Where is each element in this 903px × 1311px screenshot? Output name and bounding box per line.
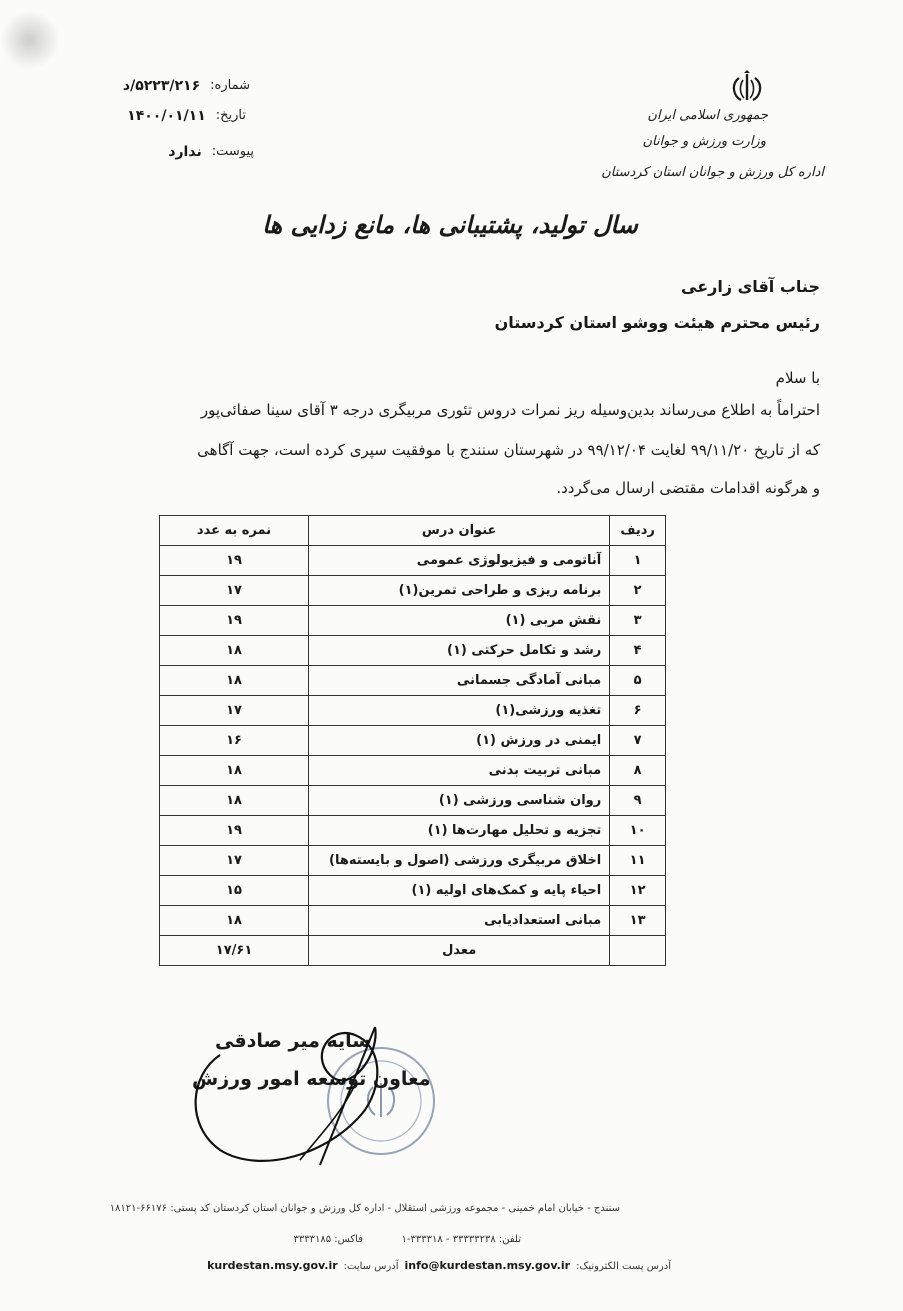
letter-attachment-row [168, 144, 254, 160]
letter-attachment-value: ندارد [168, 144, 202, 160]
table-row [160, 846, 666, 876]
table-row [160, 576, 666, 606]
row-index: ۲ [610, 576, 666, 606]
letter-body-line-2: که از تاریخ ۹۹/۱۱/۲۰ لغایت ۹۹/۱۲/۰۴ در شهرستان سنندج با موفقیت سپری کرده است، جهت آگاهی [197, 441, 820, 459]
table-row [160, 606, 666, 636]
row-grade: ۱۵ [160, 876, 309, 906]
table-row [160, 786, 666, 816]
table-row [160, 906, 666, 936]
table-row [160, 876, 666, 906]
header-index: ردیف [610, 516, 666, 546]
letter-number-label: شماره: [210, 78, 250, 93]
row-index: ۹ [610, 786, 666, 816]
average-index-cell [610, 936, 666, 966]
addressee-title: رئیس محترم هیئت ووشو استان کردستان [494, 313, 820, 332]
row-index: ۷ [610, 726, 666, 756]
scan-smudge [0, 10, 60, 70]
row-title: آناتومی و فیزیولوژی عمومی [309, 546, 610, 576]
row-index: ۱۱ [610, 846, 666, 876]
row-index: ۳ [610, 606, 666, 636]
table-row [160, 816, 666, 846]
letter-body-line-1: احتراماً به اطلاع می‌رساند بدین‌وسیله ریز نمرات دروس تئوری مربیگری درجه ۳ آقای سینا صفائی‌پور [200, 401, 820, 419]
table-row [160, 756, 666, 786]
letter-attachment-label: پیوست: [211, 144, 254, 159]
letter-date-value: ۱۴۰۰/۰۱/۱۱ [127, 108, 206, 124]
row-title: احیاء پایه و کمک‌های اولیه (۱) [309, 876, 610, 906]
footer-address: سنندج - خیابان امام خمینی - مجموعه ورزشی استقلال - اداره کل ورزش و جوانان استان کردستان کد پستی: ۶۶۱۷۶-۱۸۱۲۱ [109, 1203, 620, 1214]
row-title: مبانی استعدادیابی [309, 906, 610, 936]
row-grade: ۱۷ [160, 846, 309, 876]
letter-body-line-3: و هرگونه اقدامات مقتضی ارسال می‌گردد. [556, 479, 820, 497]
footer-fax: فاکس: ۳۳۳۳۱۸۵ [293, 1234, 363, 1245]
average-label: معدل [309, 936, 610, 966]
row-index: ۶ [610, 696, 666, 726]
row-title: برنامه ریزی و طراحی تمرین(۱) [309, 576, 610, 606]
letter-date-row [127, 108, 246, 124]
year-motto: سال تولید، پشتیبانی ها، مانع زدایی ها [262, 210, 638, 239]
table-row [160, 636, 666, 666]
signatory-name: سایه میر صادقی [215, 1030, 371, 1052]
row-title: رشد و تکامل حرکتی (۱) [309, 636, 610, 666]
table-header-row [160, 516, 666, 546]
table-row [160, 666, 666, 696]
row-title: تجزیه و تحلیل مهارت‌ها (۱) [309, 816, 610, 846]
row-index: ۱۲ [610, 876, 666, 906]
table-row [160, 546, 666, 576]
department-name: اداره کل ورزش و جوانان استان کردستان [601, 165, 824, 180]
row-title: تغذیه ورزشی(۱) [309, 696, 610, 726]
grades-table [159, 515, 666, 966]
handwritten-signature-icon [180, 1015, 420, 1175]
row-grade: ۱۸ [160, 666, 309, 696]
footer-phone: تلفن: ۳۳۳۳۳۲۳۸ - ۳۳۳۳۱۸-۱ [401, 1234, 521, 1245]
ministry-name: وزارت ورزش و جوانان [642, 134, 766, 149]
row-index: ۱۰ [610, 816, 666, 846]
table-row [160, 726, 666, 756]
footer-site[interactable]: kurdestan.msy.gov.ir [207, 1259, 338, 1272]
row-title: مبانی آمادگی جسمانی [309, 666, 610, 696]
row-grade: ۱۹ [160, 816, 309, 846]
row-grade: ۱۸ [160, 756, 309, 786]
row-index: ۱ [610, 546, 666, 576]
row-title: اخلاق مربیگری ورزشی (اصول و بایسته‌ها) [309, 846, 610, 876]
addressee-name: جناب آقای زارعی [681, 277, 820, 296]
header-grade: نمره به عدد [160, 516, 309, 546]
row-grade: ۱۸ [160, 906, 309, 936]
footer-email-label: آدرس پست الکترونیک: [576, 1261, 671, 1272]
row-grade: ۱۸ [160, 636, 309, 666]
footer-email[interactable]: info@kurdestan.msy.gov.ir [404, 1259, 571, 1272]
letter-date-label: تاریخ: [215, 108, 246, 123]
average-row [160, 936, 666, 966]
row-grade: ۱۶ [160, 726, 309, 756]
iran-emblem-icon [725, 70, 769, 106]
footer-contact [207, 1259, 671, 1272]
row-index: ۴ [610, 636, 666, 666]
row-title: نقش مربی (۱) [309, 606, 610, 636]
row-title: روان شناسی ورزشی (۱) [309, 786, 610, 816]
footer-site-label: آدرس سایت: [343, 1261, 399, 1272]
row-title: ایمنی در ورزش (۱) [309, 726, 610, 756]
row-index: ۱۳ [610, 906, 666, 936]
row-grade: ۱۹ [160, 546, 309, 576]
row-grade: ۱۹ [160, 606, 309, 636]
row-index: ۵ [610, 666, 666, 696]
row-index: ۸ [610, 756, 666, 786]
letter-greeting: با سلام [775, 369, 820, 387]
table-row [160, 696, 666, 726]
letter-number-value: ۵۲۲۳/۲۱۶/د [122, 78, 201, 94]
row-grade: ۱۷ [160, 576, 309, 606]
header-title: عنوان درس [309, 516, 610, 546]
row-grade: ۱۸ [160, 786, 309, 816]
country-name: جمهوری اسلامی ایران [647, 108, 768, 123]
signatory-title: معاون توسعه امور ورزش [192, 1068, 431, 1090]
average-value: ۱۷/۶۱ [160, 936, 309, 966]
row-title: مبانی تربیت بدنی [309, 756, 610, 786]
letter-number-row [123, 78, 250, 94]
row-grade: ۱۷ [160, 696, 309, 726]
